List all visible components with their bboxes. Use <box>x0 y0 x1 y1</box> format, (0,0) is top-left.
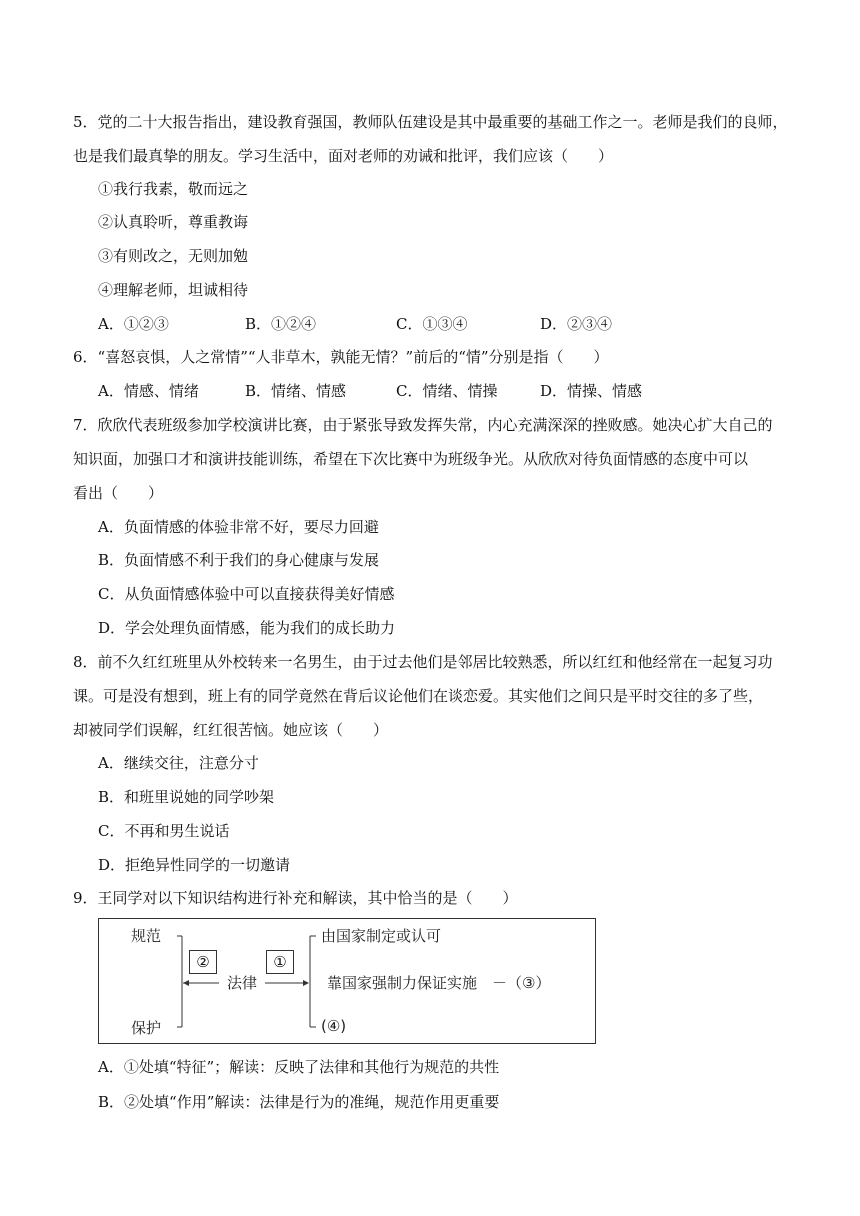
diagram-blank-2: ② <box>189 950 217 974</box>
diagram-blank-1: ① <box>266 950 294 974</box>
q5-stem-line-1: 5．党的二十大报告指出，建设教育强国，教师队伍建设是其中最重要的基础工作之一。老师是我们的良师， <box>73 113 788 131</box>
q8-option-b: B．和班里说她的同学吵架 <box>98 788 275 806</box>
q7-stem-line-1: 7．欣欣代表班级参加学校演讲比赛，由于紧张导致发挥失常，内心充满深深的挫败感。她决心扩大自己的 <box>73 416 773 434</box>
q8-stem-line-3: 却被同学们误解，红红很苦恼。她应该（ ） <box>73 721 389 739</box>
q5-option-b: B．①②④ <box>245 315 317 333</box>
q8-option-a: A．继续交往，注意分寸 <box>98 754 259 772</box>
q7-stem-line-2: 知识面，加强口才和演讲技能训练，希望在下次比赛中为班级争光。从欣欣对待负面情感的态度中可以 <box>73 450 749 468</box>
q6-option-c: C．情绪、情操 <box>396 382 498 400</box>
q7-option-d: D．学会处理负面情感，能为我们的成长助力 <box>98 619 396 637</box>
q9-option-a: A．①处填“特征”；解读：反映了法律和其他行为规范的共性 <box>98 1058 500 1076</box>
q5-item-3: ③有则改之，无则加勉 <box>98 247 249 265</box>
q7-stem-line-3: 看出（ ） <box>73 484 164 502</box>
q8-option-c: C．不再和男生说话 <box>98 822 230 840</box>
q7-option-b: B．负面情感不利于我们的身心健康与发展 <box>98 551 380 569</box>
q5-stem-line-2: 也是我们最真挚的朋友。学习生活中，面对老师的劝诫和批评，我们应该（ ） <box>73 147 614 165</box>
diagram-right-3: (④) <box>321 1017 347 1035</box>
q5-option-c: C．①③④ <box>396 315 468 333</box>
q8-stem-line-1: 8．前不久红红班里从外校转来一名男生，由于过去他们是邻居比较熟悉，所以红红和他经常在一起复习功 <box>73 653 773 671</box>
q6-option-b: B．情绪、情感 <box>245 382 347 400</box>
q9-stem-line-1: 9．王同学对以下知识结构进行补充和解读，其中恰当的是（ ） <box>73 889 518 907</box>
q6-option-d: D．情操、情感 <box>540 382 643 400</box>
diagram-label-protect: 保护 <box>131 1019 162 1037</box>
law-knowledge-structure-diagram <box>98 918 596 1044</box>
q5-item-1: ①我行我素，敬而远之 <box>98 180 249 198</box>
q8-stem-line-2: 课。可是没有想到，班上有的同学竟然在背后议论他们在谈恋爱。其实他们之间只是平时交往的多了些， <box>73 687 764 705</box>
q5-option-a: A．①②③ <box>98 315 169 333</box>
q7-option-a: A．负面情感的体验非常不好，要尽力回避 <box>98 518 379 536</box>
q8-option-d: D．拒绝异性同学的一切邀请 <box>98 856 291 874</box>
q6-stem-line-1: 6．“喜怒哀惧，人之常情”“人非草木，孰能无情？”前后的“情”分别是指（ ） <box>73 348 609 366</box>
diagram-right-2: 靠国家强制力保证实施 －（③） <box>327 974 551 992</box>
q7-option-c: C．从负面情感体验中可以直接获得美好情感 <box>98 585 395 603</box>
diagram-label-law: 法律 <box>227 974 258 992</box>
q5-option-d: D．②③④ <box>540 315 613 333</box>
q5-item-4: ④理解老师，坦诚相待 <box>98 281 249 299</box>
diagram-label-norm: 规范 <box>131 927 162 945</box>
q5-item-2: ②认真聆听，尊重教诲 <box>98 213 249 231</box>
q6-option-a: A．情感、情绪 <box>98 382 199 400</box>
q9-option-b: B．②处填“作用”解读：法律是行为的准绳，规范作用更重要 <box>98 1093 500 1111</box>
diagram-right-1: 由国家制定或认可 <box>321 927 442 945</box>
